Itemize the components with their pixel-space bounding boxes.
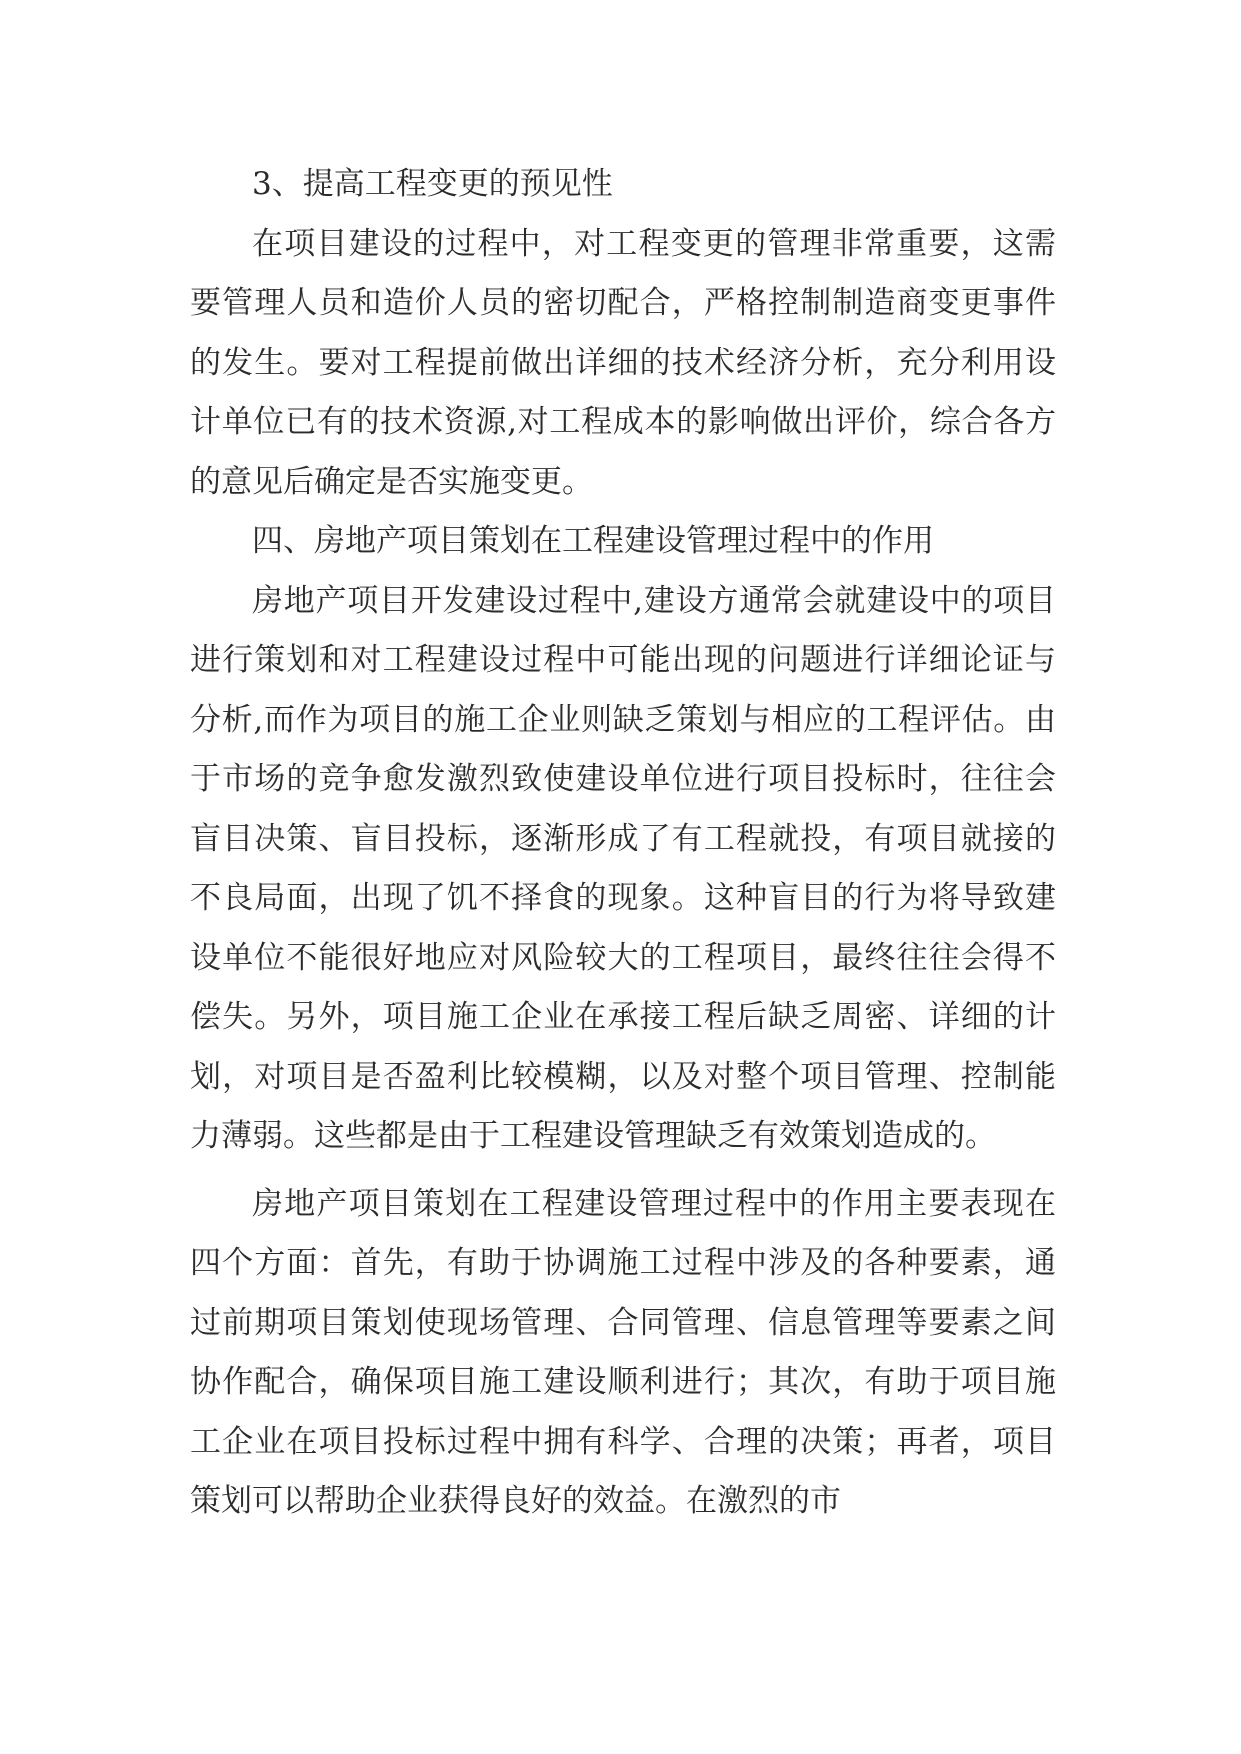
subsection-heading: 3、提高工程变更的预见性	[252, 166, 613, 202]
paragraph: 房地产项目开发建设过程中,建设方通常会就建设中的项目进行策划和对工程建设过程中可能出现的问题进行详细论证与分析,而作为项目的施工企业则缺乏策划与相应的工程评估。由于市场的竞争愈发激烈致使建设单位进行项目投标时，往往会盲目决策、盲目投标，逐渐形成了有工程就投，有项目就接的不良局面，出现了饥不择食的现象。这种盲目的行为将导致建设单位不能很好地应对风险较大的工程项目，最终往往会得不偿失。另外，项目施工企业在承接工程后缺乏周密、详细的计划，对项目是否盈利比较模糊，以及对整个项目管理、控制能力薄弱。这些都是由于工程建设管理缺乏有效策划造成的。	[190, 582, 1056, 1154]
section-heading: 四、房地产项目策划在工程建设管理过程中的作用	[252, 523, 934, 559]
paragraph: 在项目建设的过程中，对工程变更的管理非常重要，这需要管理人员和造价人员的密切配合，严格控制制造商变更事件的发生。要对工程提前做出详细的技术经济分析，充分利用设计单位已有的技术资源,对工程成本的影响做出评价，综合各方的意见后确定是否实施变更。	[190, 225, 1056, 500]
paragraph: 房地产项目策划在工程建设管理过程中的作用主要表现在四个方面：首先，有助于协调施工过程中涉及的各种要素，通过前期项目策划使现场管理、合同管理、信息管理等要素之间协作配合，确保项目施工建设顺利进行；其次，有助于项目施工企业在项目投标过程中拥有科学、合理的决策；再者，项目策划可以帮助企业获得良好的效益。在激烈的市	[190, 1185, 1056, 1519]
document-body	[190, 155, 1056, 1532]
